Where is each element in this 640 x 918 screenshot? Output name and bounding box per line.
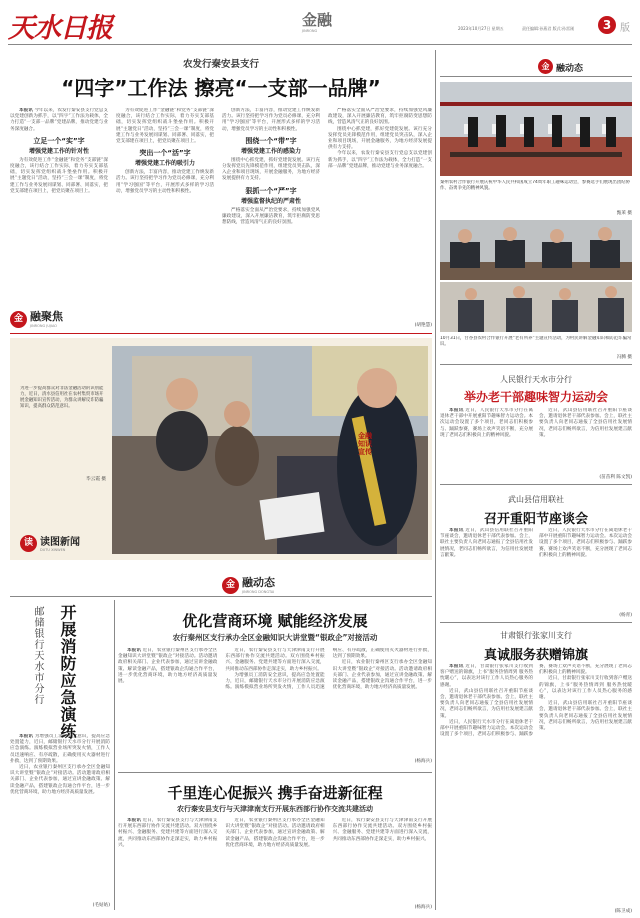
rural-text: 近日，农行秦安县支行与天津津南支行开展东西部行协作交流共建活动。双方围绕乡村振兴、金融服务、党建共建等方面进行深入交流，共同推动东西部协作走深走实，助力乡村振兴。 (118, 818, 218, 848)
section-label-jujiao (10, 304, 120, 328)
divider-business (118, 772, 432, 773)
business-text-3: 为增强员工消防安全意识，提高应急处置能力，近日，邮储银行天水市分行开展消防应急演练。演练模拟营业场所突发火情，工作人员迅速响应、有序疏散，正确使用灭火器材进行扑救，达到了预期效果。 (225, 648, 432, 691)
sports-caption: 秦州农村合作银行开展庆祝中华人民共和国成立74周年职工趣味运动会，参赛选手们展现出团结协作、奋勇争先的精神风貌。 (440, 180, 630, 191)
byline: 本报讯 (19, 734, 34, 739)
sash-text: 金融知识 宣传 (358, 432, 372, 456)
seminar-photo-illustration (440, 220, 632, 280)
column-separator (435, 50, 436, 910)
section-title-sub: JINRONG (302, 29, 318, 33)
business-text-4: 近日，农业银行秦州区支行承办全区金融知识大讲堂暨“银政企”对接活动。活动邀请政府相关部门、企业代表参加，通过宣讲金融政策、解读金融产品，搭建银政企沟通合作平台，进一步优化营商环境，助力地方经济高质量发展。 (332, 660, 432, 691)
rural-body (118, 818, 432, 904)
photo-caption: 为进一步提高群众对非法金融活动的识别能力，近日，清水县信用社在农村集贸市场开展金融知识宣传活动，为群众讲解反诈防骗知识，提高群众防范意识。 (20, 386, 104, 409)
vertical-body (10, 734, 110, 904)
main-col1b-text: 为有效促进工作“金融链”和党务“支部链”深度融合，该行结合工作实际，着力夯实支部基础，切实发挥党组织战斗堡垒作用。积极开展“主题党日”活动，坚持“三会一课”制度，将党建工作与业务发展同谋划、同部署、同落实，把党支部建在项目上，把党员聚在项目上。 (10, 157, 108, 194)
divider-mid (10, 596, 432, 597)
divider-vertical (114, 600, 115, 910)
subhead-1: 立足一个“实”字 (33, 136, 85, 145)
newspaper-logo: 天水日报 (8, 13, 112, 44)
right-art3-kicker: 甘肃银行张家川支行 (500, 631, 572, 640)
main-col1-text: 今年以来，农发行秦安县支行党总支以党建创新为抓手，以“四字”工作法为载体，全力打造“一支部一品牌”党建品牌，推动党建与业务深度融合。 (10, 108, 108, 132)
right-column (440, 50, 632, 918)
main-column-3 (222, 108, 320, 328)
main-col3-text: 围绕中心抓党建，抓好党建促发展。该行充分发挥党员先锋模范作用，组建党员突击队，深入企业和项目现场，开展金融服务，为地方经济发展提供有力支持。 (222, 157, 320, 182)
masthead-rule (8, 44, 632, 45)
page-number-badge (598, 16, 616, 34)
byline: 本报讯 (19, 108, 33, 113)
main-headline: “四字”工作法 擦亮“一支部一品牌” (61, 76, 381, 100)
main-col2-lead: 为有效促进工作“金融链”和党务“支部链”深度融合，该行结合工作实际，着力夯实支部基础，切实发挥党组织战斗堡垒作用。积极开展“主题党日”活动，坚持“三会一课”制度，将党建工作与业务发展同谋划、同部署、同落实，把党支部建在项目上，把党员聚在项目上。 (116, 108, 214, 145)
coin-icon: 金 (538, 59, 553, 74)
vertical-article (10, 600, 110, 910)
business-headline: 优化营商环境 赋能经济发展 (182, 612, 368, 630)
section-label-dutu (20, 528, 110, 552)
subhead-3: 围绕一个“带”字 (245, 136, 297, 145)
right-art2-headline: 召开重阳节座谈会 (483, 512, 588, 527)
seminar-photo-2-illustration (440, 282, 632, 332)
masthead (0, 0, 640, 50)
subhead-4: 狠抓一个“严”字 (245, 186, 297, 195)
main-column-2 (116, 108, 214, 328)
right-art3-headline: 真诚服务获赠锦旗 (483, 648, 588, 663)
page-suffix: 版 (620, 23, 630, 34)
news-photo (112, 346, 428, 554)
business-text-2: 近日，农行秦安县支行与天津津南支行开展东西部行协作交流共建活动。双方围绕乡村振兴、金融服务、党建共建等方面进行深入交流，共同推动东西部协作走深走实，助力乡村振兴。 (225, 648, 325, 672)
main-col3-lead: 创新方法，丰富内容，推动党建工作焕发新活力。该行坚持把学习作为党员必修课，充分利用“学习强国”等平台，开展形式多样的学习活动，增强党员学习的主动性和积极性。 (222, 108, 320, 132)
section-label-sub: DUTU XINWEN (40, 548, 66, 552)
business-body (118, 648, 432, 758)
right-art1-headline: 举办老干部趣味智力运动会 (463, 390, 608, 404)
right-art2-body (440, 528, 632, 608)
main-kicker: 农发行秦安县支行 (182, 59, 259, 70)
business-author: (杨海兵) (414, 759, 432, 764)
right-art3-text-3: 近日，人民银行天水市分行在离退休老干部中开展重阳节趣味智力运动会。本次运动会设置了多个项目，老同志们积极参与、踊跃参赛，赛场上欢声笑语不断，充分展现了老同志们积极向上的精神风貌。 (440, 664, 632, 738)
vertical-author: (毛姑姑) (92, 903, 110, 908)
section-label-text: 读图新闻 (40, 537, 80, 548)
subhead-3b: 增强党建工作的感染力 (240, 147, 301, 155)
right-art3-text-2: 近日，武山县信用联社召开重阳节座谈会，邀请退休老干部代表参加。会上，联社主要负责人向老同志通报了全县信用社发展情况，老同志们畅所欲言，为信用社发展建言献策。 (440, 688, 533, 719)
divider-right-3 (440, 622, 632, 623)
seminar-photo (440, 220, 632, 280)
byline: 本报讯 (449, 408, 464, 413)
divider-jujiao (10, 333, 432, 334)
right-art1-text: 近日，人民银行天水市分行在离退休老干部中开展重阳节趣味智力运动会。本次运动会设置了多个项目，老同志们积极参与、踊跃参赛，赛场上欢声笑语不断，充分展现了老同志们积极向上的精神风貌。 (440, 408, 533, 438)
vertical-headline: 开展消防应急演练 (58, 604, 77, 740)
rural-article (118, 774, 432, 914)
section-label-dongtai-mid (222, 570, 332, 594)
main-column-1 (10, 108, 108, 328)
right-art3-text: 近日，甘肃银行张家川支行收到客户赠送的锦旗，上书“服务热情周到 服务热忱暖心”，以表达对该行工作人员热心服务的感谢。 (440, 664, 533, 688)
right-art2-text-2: 近日，人民银行天水市分行在离退休老干部中开展重阳节趣味智力运动会。本次运动会设置了多个项目，老同志们积极参与、踊跃参赛，赛场上欢声笑语不断，充分展现了老同志们积极向上的精神风貌。 (539, 528, 632, 558)
sports-photo-illustration (440, 82, 632, 176)
right-art3-author: (陈卫成) (614, 909, 632, 914)
divider-right-2 (440, 484, 632, 485)
seminar-photo-2 (440, 282, 632, 332)
right-art2-text: 近日，武山县信用联社召开重阳节座谈会，邀请退休老干部代表参加。会上，联社主要负责人向老同志通报了全县信用社发展情况，老同志们畅所欲言，为信用社发展建言献策。 (440, 528, 533, 558)
byline: 本报讯 (127, 818, 142, 823)
editor-line: 责任编辑:孙燕君 版式:孙雷刚 (522, 26, 574, 31)
subhead-4b: 增强监督执纪的严肃性 (240, 197, 301, 205)
right-art1-author: (苗苗利 陈文凯) (599, 475, 632, 480)
business-text: 近日，农业银行秦州区支行承办全区金融知识大讲堂暨“银政企”对接活动。活动邀请政府相关部门、企业代表参加，通过宣讲金融政策、解读金融产品，搭建银政企沟通合作平台，进一步优化营商环境，助力地方经济高质量发展。 (118, 648, 218, 685)
subhead-2b: 增强党建工作的吸引力 (134, 160, 195, 168)
photo-credit: 毕云霞 摄 (86, 477, 106, 482)
seminar-caption: 10月31日，甘谷县农村合作银行开展“老有所养”主题宣传活动，为村民讲解金融知识和防范诈骗常识。 (440, 336, 632, 347)
rural-text-3: 近日，农行秦安县支行与天津津南支行开展东西部行协作交流共建活动。双方围绕乡村振兴、金融服务、党建共建等方面进行深入交流，共同推动东西部协作走深走实，助力乡村振兴。 (332, 818, 432, 842)
section-title: 金融 (302, 11, 333, 29)
main-col4-text: 严格落实全面从严治党要求，持续加强党风廉政建设，深入开展廉洁教育，筑牢拒腐防变思想防线，营造风清气正的良好氛围。 (328, 108, 432, 126)
main-col2-text: 创新方法，丰富内容，推动党建工作焕发新活力。该行坚持把学习作为党员必修课，充分利用“学习强国”等平台，开展形式多样的学习活动，增强党员学习的主动性和积极性。 (116, 170, 214, 194)
divider-right-1 (440, 364, 632, 365)
main-author: (胡艳慧) (414, 323, 432, 328)
vertical-kicker: 邮储银行天水市分行 (32, 606, 43, 705)
section-label-text: 融动态 (242, 576, 275, 589)
byline: 本报讯 (449, 528, 464, 533)
byline: 本报讯 (449, 664, 464, 669)
vertical-text-2: 近日，农业银行秦州区支行承办全区金融知识大讲堂暨“银政企”对接活动。活动邀请政府相关部门、企业代表参加，通过宣讲金融政策、解读金融产品，搭建银政企沟通合作平台，进一步优化营商环境，助力地方经济高质量发展。 (10, 765, 110, 795)
right-art1-body (440, 408, 632, 472)
coin-icon: 金 (10, 311, 27, 328)
right-art3-text-4: 近日，甘肃银行张家川支行收到客户赠送的锦旗，上书“服务热情周到 服务热忱暖心”，以表达对该行工作人员热心服务的感谢。 (539, 676, 632, 701)
date-line: 2023年10月27日 星期五 (458, 26, 504, 31)
subhead-2: 突出一个“活”字 (139, 149, 191, 158)
right-art3-body (440, 664, 632, 904)
section-label-text: 融聚焦 (30, 310, 63, 323)
news-photo-illustration (112, 346, 428, 554)
right-art3-text-5: 近日，武山县信用联社召开重阳节座谈会，邀请退休老干部代表参加。会上，联社主要负责人向老同志通报了全县信用社发展情况，老同志们畅所欲言，为信用社发展建言献策。 (539, 701, 632, 732)
business-sub: 农行秦州区支行承办全区金融知识大讲堂暨“银政企”对接活动 (172, 633, 378, 642)
section-label-sub: JINRONG DONGTAI (242, 590, 275, 594)
main-col3b-text: 严格落实全面从严治党要求，持续加强党风廉政建设，深入开展廉洁教育，筑牢拒腐防变思想防线，营造风清气正的良好氛围。 (222, 207, 320, 226)
section-label-text: 融动态 (556, 64, 584, 74)
section-label-dongtai-right (538, 54, 628, 74)
sports-photo (440, 82, 632, 176)
seminar-credit: 冯腾 摄 (616, 355, 632, 360)
main-col4c-text: 今年以来，农发行秦安县支行党总支以党建创新为抓手，以“四字”工作法为载体，全力打造“一支部一品牌”党建品牌，推动党建与业务深度融合。 (328, 151, 432, 169)
section-label-sub: JINRONG JUJIAO (30, 324, 58, 328)
byline: 本报讯 (127, 648, 142, 653)
rural-headline: 千里连心促振兴 携手奋进新征程 (167, 784, 383, 802)
photo-feature (10, 338, 432, 560)
right-art1-kicker: 人民银行天水市分行 (500, 375, 572, 384)
divider-right-top (440, 76, 632, 77)
right-art2-kicker: 武山县信用联社 (508, 495, 564, 504)
coin-icon: 读 (20, 535, 37, 552)
main-article (10, 50, 432, 338)
rural-text-2: 近日，农业银行秦州区支行承办全区金融知识大讲堂暨“银政企”对接活动。活动邀请政府相关部门、企业代表参加，通过宣讲金融政策、解读金融产品，搭建银政企沟通合作平台，进一步优化营商环境，助力地方经济高质量发展。 (225, 818, 325, 848)
rural-sub: 农行秦安县支行与天津津南支行开展东西部行协作交流共建活动 (177, 805, 373, 813)
sports-credit: 甄莱 摄 (616, 211, 632, 216)
vertical-text: 为增强员工消防安全意识，提高应急处置能力，近日，邮储银行天水市分行开展消防应急演练。演练模拟营业场所突发火情，工作人员迅速响应、有序疏散，正确使用灭火器材进行扑救，达到了预期效果。 (10, 734, 110, 764)
right-art2-author: (杨青) (619, 613, 632, 618)
business-article (118, 600, 432, 770)
page-number: 3 (602, 18, 612, 32)
coin-icon: 金 (222, 577, 239, 594)
rural-author: (杨海兵) (414, 905, 432, 910)
subhead-1b: 增强党建工作的针对性 (28, 147, 89, 155)
main-col4b-text: 围绕中心抓党建，抓好党建促发展。该行充分发挥党员先锋模范作用，组建党员突击队，深入企业和项目现场，开展金融服务，为地方经济发展提供有力支持。 (328, 126, 432, 151)
right-art1-text-2: 近日，武山县信用联社召开重阳节座谈会，邀请退休老干部代表参加。会上，联社主要负责人向老同志通报了全县信用社发展情况，老同志们畅所欲言，为信用社发展建言献策。 (539, 408, 632, 438)
main-column-4 (328, 108, 432, 320)
